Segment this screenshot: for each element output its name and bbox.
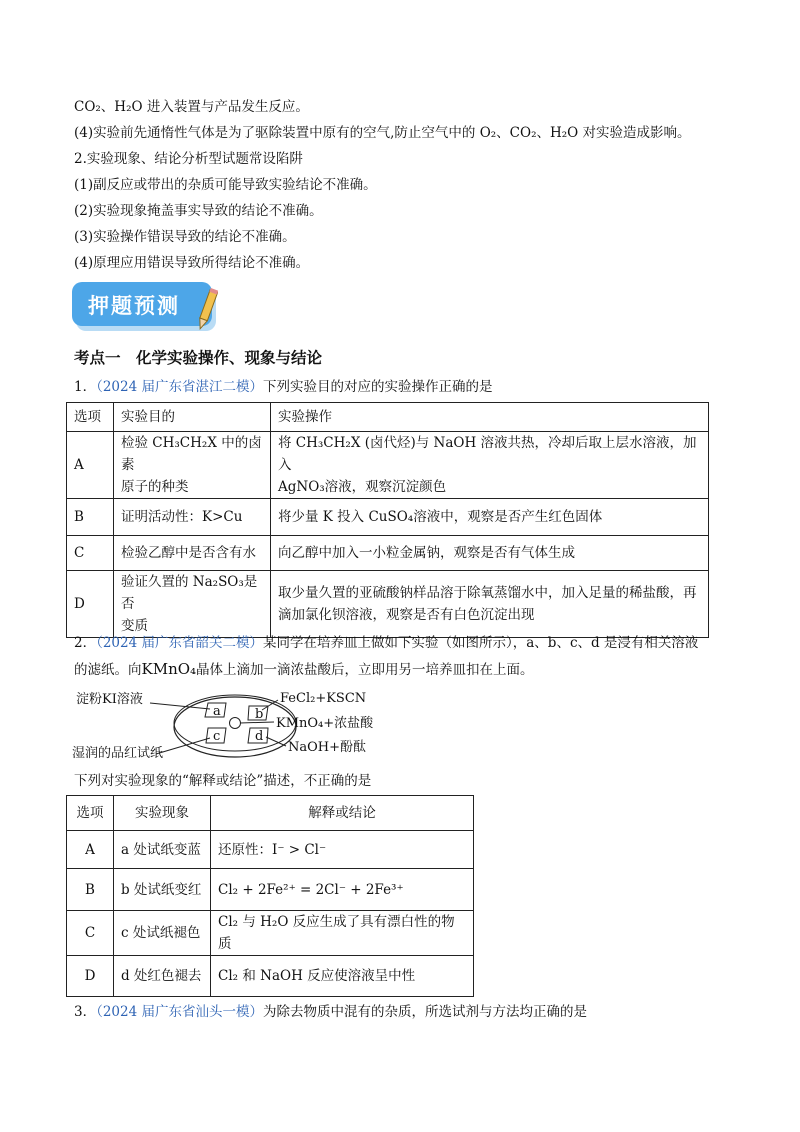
intro-line-7: (4)原理应用错误导致所得结论不准确。 <box>74 255 310 271</box>
table-header-row <box>67 796 474 831</box>
label-fecl2-kscn: FeCl₂+KSCN <box>280 691 367 706</box>
q1-table <box>66 402 709 638</box>
label-kmno4-hcl: KMnO₄+浓盐酸 <box>276 716 374 731</box>
table-row <box>67 499 709 536</box>
table-row <box>67 571 709 638</box>
conclusion-cell: Cl₂ 与 H₂O 反应生成了具有漂白性的物质 <box>211 911 474 956</box>
intro-line-5: (2)实验现象掩盖事实导致的结论不准确。 <box>74 203 323 219</box>
header-cell: 实验目的 <box>114 403 271 432</box>
banner-text: 押题预测 <box>88 294 180 318</box>
goal-line: 原子的种类 <box>121 479 189 495</box>
operation-cell: 将少量 K 投入 CuSO₄溶液中，观察是否产生红色固体 <box>271 499 709 536</box>
q1-source: （2024 届广东省湛江二模） <box>96 379 263 395</box>
table-header-row <box>67 403 709 432</box>
q3-stem <box>74 1003 587 1021</box>
goal-line: 验证久置的 Na₂SO₃是否 <box>121 574 258 612</box>
operation-line: 滴加氯化钡溶液，观察是否有白色沉淀出现 <box>278 607 535 623</box>
paper-b-label: b <box>255 707 264 722</box>
intro-line-3: 2.实验现象、结论分析型试题常设陷阱 <box>74 151 303 167</box>
q2-text: 晶体上滴加一滴浓盐酸后，立即用另一培养皿扣在上面。 <box>196 662 534 678</box>
phenomenon-cell: d 处红色褪去 <box>114 956 211 997</box>
operation-line: 取少量久置的亚硫酸钠样品溶于除氧蒸馏水中，加入足量的稀盐酸，再 <box>278 585 697 601</box>
header-cell: 选项 <box>67 403 114 432</box>
option-cell: D <box>67 571 114 638</box>
header-cell: 解释或结论 <box>211 796 474 831</box>
intro-line-4: (1)副反应或带出的杂质可能导致实验结论不准确。 <box>74 177 377 193</box>
conclusion-cell: 还原性：I⁻ > Cl⁻ <box>211 831 474 869</box>
section-title: 考点一 化学实验操作、现象与结论 <box>74 349 323 367</box>
option-cell: C <box>67 911 114 956</box>
q3-text: 为除去物质中混有的杂质，所选试剂与方法均正确的是 <box>263 1004 587 1020</box>
operation-cell <box>271 432 709 499</box>
intro-line-2: (4)实验前先通惰性气体是为了驱除装置中原有的空气,防止空气中的 O₂、CO₂、H₂O 对实验造成影响。 <box>74 125 691 141</box>
option-cell: A <box>67 432 114 499</box>
label-pinkred-paper: 湿润的品红试纸 <box>72 746 164 761</box>
q1-text: 下列实验目的对应的实验操作正确的是 <box>263 379 493 395</box>
leader-line <box>266 737 286 746</box>
pencil-icon <box>196 288 218 332</box>
q2-source: （2024 届广东省韶关二模） <box>96 635 263 651</box>
header-cell: 选项 <box>67 796 114 831</box>
conclusion-cell: Cl₂ 和 NaOH 反应使溶液呈中性 <box>211 956 474 997</box>
paper-a-label: a <box>213 704 221 719</box>
goal-cell <box>114 432 271 499</box>
leader-line <box>156 738 210 754</box>
q3-number: 3． <box>74 1004 97 1020</box>
option-cell: C <box>67 536 114 571</box>
operation-cell: 向乙醇中加入一小粒金属钠，观察是否有气体生成 <box>271 536 709 571</box>
phenomenon-cell: b 处试纸变红 <box>114 869 211 911</box>
paper-c-label: c <box>213 729 221 744</box>
option-cell: A <box>67 831 114 869</box>
operation-line: 将 CH₃CH₂X (卤代烃)与 NaOH 溶液共热，冷却后取上层水溶液，加入 <box>278 435 697 473</box>
option-cell: B <box>67 499 114 536</box>
goal-cell: 证明活动性：K>Cu <box>114 499 271 536</box>
paper-d-label: d <box>255 729 264 744</box>
option-cell: D <box>67 956 114 997</box>
intro-line-6: (3)实验操作错误导致的结论不准确。 <box>74 229 296 245</box>
q1-stem <box>74 378 493 396</box>
q2-table <box>66 795 474 997</box>
conclusion-cell: Cl₂ + 2Fe²⁺ = 2Cl⁻ + 2Fe³⁺ <box>211 869 474 911</box>
header-cell: 实验操作 <box>271 403 709 432</box>
label-naoh-phenolphthalein: NaOH+酚酞 <box>288 740 367 755</box>
leader-line <box>150 703 210 709</box>
intro-line-1: CO₂、H₂O 进入装置与产品发生反应。 <box>74 99 309 115</box>
formula: KMnO₄ <box>141 660 197 678</box>
table-row <box>67 869 474 911</box>
q2-text: 某同学在培养皿上做如下实验（如图所示），a、b、c、d 是浸有相关溶液 <box>263 635 699 651</box>
label-starch-ki: 淀粉KI溶液 <box>76 692 143 707</box>
phenomenon-cell: c 处试纸褪色 <box>114 911 211 956</box>
goal-cell <box>114 571 271 638</box>
q2-ask: 下列对实验现象的“解释或结论”描述，不正确的是 <box>74 773 372 789</box>
phenomenon-cell: a 处试纸变蓝 <box>114 831 211 869</box>
kmno4-crystal <box>230 718 241 729</box>
operation-line: AgNO₃溶液，观察沉淀颜色 <box>278 479 447 495</box>
q3-source: （2024 届广东省汕头一模） <box>96 1004 263 1020</box>
goal-cell: 检验乙醇中是否含有水 <box>114 536 271 571</box>
goal-line: 检验 CH₃CH₂X 中的卤素 <box>121 435 262 473</box>
table-row <box>67 536 709 571</box>
table-row <box>67 831 474 869</box>
prediction-banner <box>72 282 220 330</box>
header-cell: 实验现象 <box>114 796 211 831</box>
q2-stem-line-2 <box>74 660 534 679</box>
petri-dish-diagram <box>72 688 412 770</box>
goal-line: 变质 <box>121 618 148 634</box>
q1-number: 1． <box>74 379 97 395</box>
option-cell: B <box>67 869 114 911</box>
table-row <box>67 432 709 499</box>
q2-number: 2． <box>74 635 97 651</box>
operation-cell <box>271 571 709 638</box>
q2-text: 的滤纸。向 <box>74 662 142 678</box>
leader-line <box>240 722 274 723</box>
q2-stem-line-1 <box>74 634 698 652</box>
table-row <box>67 956 474 997</box>
table-row <box>67 911 474 956</box>
